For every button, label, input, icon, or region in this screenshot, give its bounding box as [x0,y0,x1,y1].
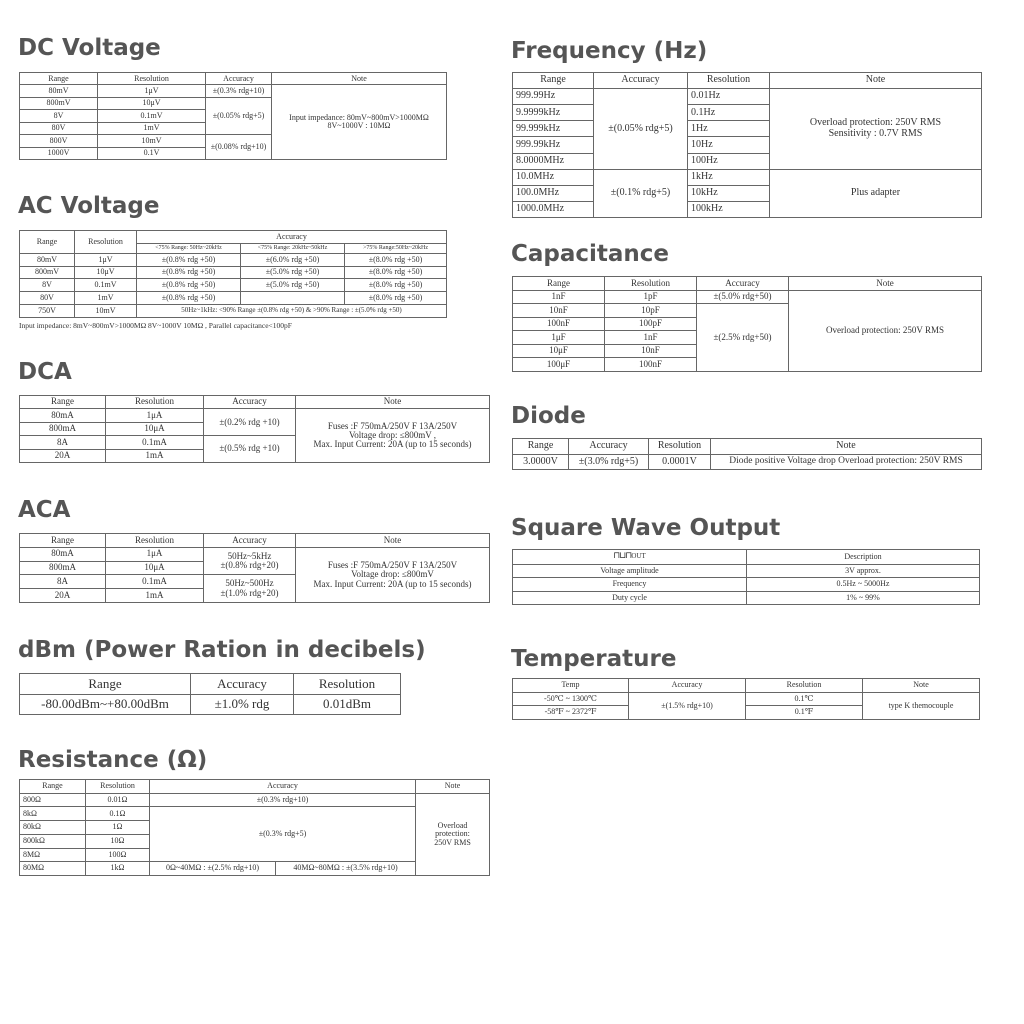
range-cell: 800mV [20,266,75,279]
range-cell: 1nF [513,290,605,304]
header-description: Description [747,550,980,565]
accuracy-line: 50Hz~500Hz [225,578,274,589]
dc-voltage-table [19,72,447,160]
resolution-cell: 0.0001V [649,454,711,470]
accuracy-cell: ±(0.1% rdg+5) [594,169,688,217]
note-cell [272,85,447,160]
note-cell: Plus adapter [770,169,982,217]
range-cell: 8V [20,279,75,292]
note-line: 8V~1000V : 10MΩ [327,121,391,131]
range-cell: 8A [20,436,106,449]
header-temp: Temp [513,679,629,693]
resolution-cell: 10Hz [688,137,770,153]
header-resolution: Resolution [98,73,206,85]
resolution-cell: 1kΩ [86,862,150,876]
accuracy-cell: 50Hz~1kHz: <90% Range ±(0.8% rdg +50) & >90% Range : ±(5.0% rdg +50) [137,305,447,318]
note-line: Fuses :F 750mA/250V F 13A/250V [327,559,458,570]
accuracy-line: 50Hz~5kHz [227,550,272,561]
accuracy-line: ±(1.0% rdg+20) [220,587,279,598]
accuracy-cell: ±1.0% rdg [191,694,294,715]
note-cell: type K themocouple [863,692,980,719]
resolution-cell: 1kHz [688,169,770,185]
resolution-cell: 0.01Ω [86,793,150,807]
temp-cell: -58℉ ~ 2372℉ [513,706,629,720]
header-accuracy: Accuracy [204,396,296,409]
accuracy-cell: ±(0.05% rdg+5) [206,97,272,134]
resolution-cell: 1mA [106,449,204,462]
note-line: Max. Input Current: 20A (up to 15 seconds) [313,439,472,450]
note-line: Overload protection: 250V RMS [809,117,942,129]
range-cell: 80MΩ [20,862,86,876]
range-cell: 80V [20,122,98,134]
range-cell: 8.0000MHz [513,153,594,169]
header-resolution: Resolution [688,73,770,89]
square-wave-title: Square Wave Output [511,515,781,541]
note-cell [296,409,490,463]
header-accuracy: Accuracy [206,73,272,85]
note-cell: Diode positive Voltage drop Overload protection: 250V RMS [711,454,982,470]
range-cell: 999.99Hz [513,89,594,105]
header-range: Range [20,396,106,409]
header-note: Note [770,73,982,89]
param-cell: Frequency [513,578,747,591]
accuracy-cell: ±(0.8% rdg +50) [137,266,241,279]
range-cell: 80V [20,292,75,305]
ac-voltage-footnote: Input impedance: 8mV~800mV>1000MΩ 8V~1000V 10MΩ , Parallel capacitance<100pF [19,321,292,330]
accuracy-cell: ±(6.0% rdg +50) [241,253,345,266]
range-cell: 999.99kHz [513,137,594,153]
range-cell: 800mA [20,422,106,435]
param-cell: Voltage amplitude [513,564,747,577]
header-range: Range [20,534,106,548]
resolution-cell: 1mV [75,292,137,305]
range-cell: 80mA [20,409,106,422]
header-resolution: Resolution [86,780,150,794]
subheader-band: <75% Range: 50Hz~20kHz [137,243,241,253]
note-cell [296,547,490,602]
header-range: Range [20,231,75,254]
frequency-table [512,72,982,218]
range-cell: 99.999kHz [513,121,594,137]
header-accuracy: Accuracy [629,679,746,693]
range-cell: 100.0MHz [513,185,594,201]
note-cell: Overload protection: 250V RMS [789,290,982,371]
accuracy-cell: ±(8.0% rdg +50) [345,253,447,266]
header-note: Note [296,534,490,548]
range-cell: 1000.0MHz [513,201,594,217]
header-range: Range [20,674,191,695]
range-cell: 800mA [20,561,106,575]
header-note: Note [416,780,490,794]
resolution-cell: 1μV [75,253,137,266]
header-range: Range [513,277,605,291]
subheader-band: >75% Range:50Hz~20kHz [345,243,447,253]
range-cell: 8MΩ [20,848,86,862]
accuracy-cell: 0Ω~40MΩ : ±(2.5% rdg+10) [150,862,276,876]
header-note: Note [789,277,982,291]
diode-table [512,438,982,470]
header-accuracy: Accuracy [594,73,688,89]
resolution-cell: 10μV [75,266,137,279]
aca-table [19,533,490,603]
accuracy-cell: ±(8.0% rdg +50) [345,292,447,305]
resolution-cell: 10μV [98,97,206,109]
resistance-table [19,779,490,876]
dca-title: DCA [18,359,72,385]
header-resolution: Resolution [649,439,711,455]
accuracy-cell: ±(0.8% rdg +50) [137,253,241,266]
resolution-cell: 10pF [605,304,697,318]
header-note: Note [711,439,982,455]
resolution-cell: 100Hz [688,153,770,169]
resolution-cell: 100kHz [688,201,770,217]
accuracy-cell: ±(5.0% rdg+50) [697,290,789,304]
accuracy-line: ±(0.8% rdg+20) [220,560,279,571]
note-line: Fuses :F 750mA/250V F 13A/250V [327,420,458,431]
range-cell: 750V [20,305,75,318]
resolution-cell: 1Hz [688,121,770,137]
resolution-cell: 100Ω [86,848,150,862]
range-cell: 1000V [20,147,98,159]
header-output-label: OUT [631,552,646,561]
header-resolution: Resolution [75,231,137,254]
resolution-cell: 10nF [605,344,697,358]
resolution-cell: 100pF [605,317,697,331]
range-cell: 1μF [513,331,605,345]
range-cell: 800Ω [20,793,86,807]
dca-table [19,395,490,463]
header-range: Range [20,73,98,85]
note-line: Overload [437,820,468,830]
resolution-cell: 10mV [75,305,137,318]
header-resolution: Resolution [294,674,401,695]
resolution-cell: 1μA [106,409,204,422]
resolution-cell: 0.1Ω [86,807,150,821]
resolution-cell: 0.1Hz [688,105,770,121]
range-cell: 80mA [20,547,106,561]
range-cell: -80.00dBm~+80.00dBm [20,694,191,715]
range-cell: 10μF [513,344,605,358]
note-line: protection: [435,829,470,839]
header-note: Note [863,679,980,693]
square-wave-table [512,549,980,605]
note-line: 250V RMS [434,837,471,847]
accuracy-cell: ±(0.3% rdg+10) [206,85,272,97]
capacitance-table [512,276,982,372]
resolution-cell: 0.01dBm [294,694,401,715]
header-output [513,550,747,565]
accuracy-cell [204,547,296,575]
square-wave-icon: ⊓⊔⊓ [613,551,632,562]
resolution-cell: 0.01Hz [688,89,770,105]
header-resolution: Resolution [106,534,204,548]
accuracy-cell: ±(0.8% rdg +50) [137,279,241,292]
resolution-cell: 0.1℃ [746,692,863,706]
resolution-cell: 1nF [605,331,697,345]
accuracy-cell: ±(0.2% rdg +10) [204,409,296,436]
dbm-table [19,673,401,715]
range-cell: 800kΩ [20,834,86,848]
header-accuracy: Accuracy [191,674,294,695]
note-line: Voltage drop: ≤800mV [351,569,434,580]
header-resolution: Resolution [106,396,204,409]
range-cell: 800mV [20,97,98,109]
resolution-cell: 10μA [106,422,204,435]
accuracy-cell [204,575,296,603]
aca-title: ACA [18,497,71,523]
note-line: Max. Input Current: 20A (up to 15 seconds) [313,578,472,589]
accuracy-cell: ±(0.8% rdg +50) [137,292,241,305]
range-cell: 80kΩ [20,821,86,835]
note-cell [416,793,490,875]
ac-voltage-title: AC Voltage [18,193,160,219]
resolution-cell: 10kHz [688,185,770,201]
accuracy-cell: 40MΩ~80MΩ : ±(3.5% rdg+10) [276,862,416,876]
range-cell: 9.9999kHz [513,105,594,121]
resolution-cell: 1mV [98,122,206,134]
temperature-table [512,678,980,720]
note-line: Sensitivity : 0.7V RMS [828,127,923,139]
resolution-cell: 0.1V [98,147,206,159]
header-accuracy: Accuracy [204,534,296,548]
accuracy-cell: ±(0.3% rdg+10) [150,793,416,807]
resolution-cell: 1Ω [86,821,150,835]
ac-voltage-table [19,230,447,318]
range-cell: 3.0000V [513,454,569,470]
resolution-cell: 10μA [106,561,204,575]
accuracy-cell: ±(3.0% rdg+5) [569,454,649,470]
header-accuracy: Accuracy [697,277,789,291]
range-cell: 8V [20,110,98,122]
accuracy-cell: ±(5.0% rdg +50) [241,266,345,279]
resistance-title: Resistance (Ω) [18,747,208,773]
resolution-cell: 0.1mA [106,575,204,589]
resolution-cell: 10Ω [86,834,150,848]
capacitance-title: Capacitance [511,241,670,267]
header-note: Note [296,396,490,409]
resolution-cell: 10mV [98,135,206,147]
resolution-cell: 1μV [98,85,206,97]
range-cell: 100nF [513,317,605,331]
resolution-cell: 0.1℉ [746,706,863,720]
temp-cell: -50℃ ~ 1300℃ [513,692,629,706]
resolution-cell: 1μA [106,547,204,561]
value-cell: 0.5Hz ~ 5000Hz [747,578,980,591]
header-note: Note [272,73,447,85]
diode-title: Diode [511,403,586,429]
value-cell: 3V approx. [747,564,980,577]
param-cell: Duty cycle [513,591,747,604]
value-cell: 1% ~ 99% [747,591,980,604]
range-cell: 100μF [513,358,605,372]
range-cell: 80mV [20,85,98,97]
accuracy-cell: ±(5.0% rdg +50) [241,279,345,292]
accuracy-cell: ±(8.0% rdg +50) [345,266,447,279]
range-cell: 10nF [513,304,605,318]
header-resolution: Resolution [605,277,697,291]
resolution-cell: 0.1mA [106,436,204,449]
header-range: Range [513,73,594,89]
header-accuracy: Accuracy [137,231,447,244]
accuracy-cell: ±(0.05% rdg+5) [594,89,688,170]
subheader-band: <75% Range: 20kHz~50kHz [241,243,345,253]
range-cell: 800V [20,135,98,147]
range-cell: 8kΩ [20,807,86,821]
frequency-title: Frequency (Hz) [511,38,708,64]
note-line: Input impedance: 80mV~800mV>1000MΩ [289,112,429,122]
accuracy-cell: ±(1.5% rdg+10) [629,692,746,719]
resolution-cell: 0.1mV [98,110,206,122]
accuracy-cell: ±(0.3% rdg+5) [150,807,416,862]
resolution-cell: 0.1mV [75,279,137,292]
accuracy-cell: ±(0.08% rdg+10) [206,135,272,160]
accuracy-cell [241,292,345,305]
dc-voltage-title: DC Voltage [18,35,161,61]
resolution-cell: 1mA [106,589,204,603]
range-cell: 10.0MHz [513,169,594,185]
dbm-title: dBm (Power Ration in decibels) [18,637,426,663]
header-range: Range [20,780,86,794]
header-accuracy: Accuracy [150,780,416,794]
range-cell: 8A [20,575,106,589]
header-resolution: Resolution [746,679,863,693]
header-range: Range [513,439,569,455]
temperature-title: Temperature [511,646,677,672]
note-cell [770,89,982,170]
resolution-cell: 100nF [605,358,697,372]
resolution-cell: 1pF [605,290,697,304]
note-line: Voltage drop: ≤800mV , [348,429,437,440]
range-cell: 20A [20,449,106,462]
accuracy-cell: ±(8.0% rdg +50) [345,279,447,292]
range-cell: 20A [20,589,106,603]
range-cell: 80mV [20,253,75,266]
accuracy-cell: ±(2.5% rdg+50) [697,304,789,372]
accuracy-cell: ±(0.5% rdg +10) [204,436,296,463]
header-accuracy: Accuracy [569,439,649,455]
